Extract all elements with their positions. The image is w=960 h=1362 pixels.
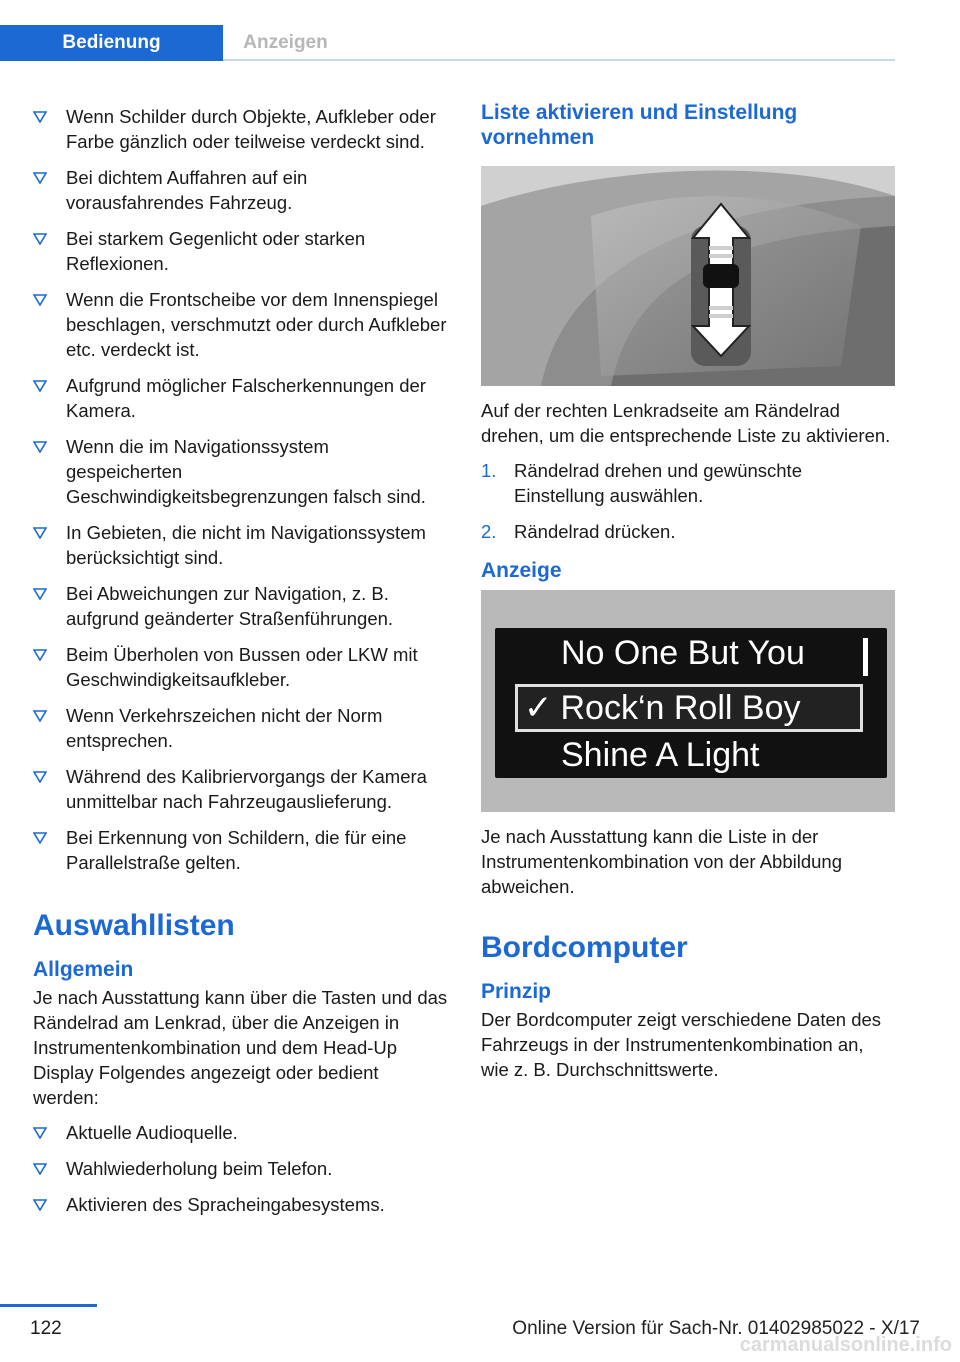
list-item-text: Aufgrund möglicher Falscherkennungen der Kamera. [66,375,426,421]
list-item-text: Wenn Schilder durch Objekte, Aufkleber oder Farbe gänzlich oder teilweise verdeckt sind. [66,106,436,152]
step-text: Rändelrad drehen und gewünschte Einstellung auswählen. [514,460,802,506]
list-item [33,642,448,692]
list-item-text: Aktuelle Audioquelle. [66,1122,238,1143]
steering-wheel-illustration [481,166,895,386]
display-item-3: Shine A Light [561,736,760,774]
list-item-text: Wenn Verkehrszeichen nicht der Norm entsprechen. [66,705,383,751]
list-item-text: Bei Abweichungen zur Navigation, z. B. aufgrund geänderter Straßenführungen. [66,583,394,629]
step-number: 2. [481,521,497,542]
list-item [33,764,448,814]
tab-anzeigen[interactable]: Anzeigen [243,32,328,53]
list-item-text: Aktivieren des Spracheingabesystems. [66,1194,385,1215]
steering-wheel-figure [481,166,895,386]
footer-accent-line [0,1304,97,1307]
list-item-text: In Gebieten, die nicht im Navigationssystem berücksichtigt sind. [66,522,426,568]
triangle-bullet-icon [33,588,47,600]
scrollbar [863,638,868,676]
tab-divider [223,59,895,61]
triangle-bullet-icon [33,649,47,661]
list-item [33,373,448,423]
triangle-bullet-icon [33,380,47,392]
list-item [33,703,448,753]
triangle-bullet-icon [33,1127,47,1139]
section-title-bordcomputer: Bordcomputer [481,931,688,964]
triangle-bullet-icon [33,441,47,453]
list-item [33,434,448,509]
right-column [481,100,895,1092]
list-item-text: Bei Erkennung von Schildern, die für eine Parallelstraße gelten. [66,827,407,873]
chapter-tabs [0,25,895,61]
triangle-bullet-icon [33,233,47,245]
list-item [33,104,448,154]
list-item [33,1120,448,1145]
checkmark-icon: ✓ [524,688,553,728]
caption-display: Je nach Ausstattung kann die Liste in der Instrumentenkombination von der Abbildung abweichen. [481,826,842,897]
triangle-bullet-icon [33,172,47,184]
display-item-selected [515,684,863,732]
triangle-bullet-icon [33,294,47,306]
triangle-bullet-icon [33,111,47,123]
list-item [33,825,448,875]
list-item [33,581,448,631]
list-item [33,520,448,570]
triangle-bullet-icon [33,1163,47,1175]
step-item [481,519,895,544]
subtitle-allgemein: Allgemein [33,958,134,981]
display-item-1: No One But You [561,634,805,672]
selection-list [33,1120,448,1217]
list-item-text: Bei starkem Gegenlicht oder starken Reflexionen. [66,228,366,274]
triangle-bullet-icon [33,1199,47,1211]
list-item [33,165,448,215]
online-version-note: Online Version für Sach-Nr. 01402985022 - X/17 [512,1318,920,1339]
display-item-2: Rock‘n Roll Boy [560,688,801,727]
list-item-text: Bei dichtem Auffahren auf ein vorausfahrendes Fahrzeug. [66,167,308,213]
triangle-bullet-icon [33,832,47,844]
list-item-text: Wenn die im Navigationssystem gespeicherten Geschwindigkeitsbegrenzungen falsch sind. [66,436,426,507]
steps-list [481,458,895,544]
caption-steering-wheel: Auf der rechten Lenkradseite am Rändelrad drehen, um die entsprechende Liste zu aktivieren. [481,400,891,446]
triangle-bullet-icon [33,527,47,539]
list-item-text: Während des Kalibriervorgangs der Kamera unmittelbar nach Fahrzeugauslieferung. [66,766,427,812]
heading-anzeige: Anzeige [481,559,562,582]
list-item [33,287,448,362]
tab-bedienung[interactable]: Bedienung [0,25,223,61]
list-item [33,1192,448,1217]
intro-paragraph: Je nach Ausstattung kann über die Tasten und das Rändelrad am Lenkrad, über die Anzeigen in Instrumentenkombination und dem Head-Up Display Folgendes angezeigt oder bedient werden: [33,987,448,1108]
triangle-bullet-icon [33,771,47,783]
heading-liste-aktivieren: Liste aktivieren und Einstellung vornehmen [481,101,798,149]
left-column [33,100,448,1228]
subtitle-prinzip: Prinzip [481,980,552,1003]
triangle-bullet-icon [33,710,47,722]
list-item-text: Beim Überholen von Bussen oder LKW mit Geschwindigkeitsaufkleber. [66,644,418,690]
list-item-text: Wenn die Frontscheibe vor dem Innenspiegel beschlagen, verschmutzt oder durch Aufkleber etc. verdeckt ist. [66,289,447,360]
limitations-list [33,104,448,875]
list-item [33,226,448,276]
bordcomputer-body: Der Bordcomputer zeigt verschiedene Daten des Fahrzeugs in der Instrumentenkombination an, wie z. B. Durchschnittswerte. [481,1009,882,1080]
step-number: 1. [481,460,497,481]
watermark: carmanualsonline.info [739,1334,952,1356]
page-number: 122 [30,1318,62,1339]
step-text: Rändelrad drücken. [514,521,676,542]
display-figure [481,590,895,812]
list-item [33,1156,448,1181]
list-item-text: Wahlwiederholung beim Telefon. [66,1158,333,1179]
section-title-auswahllisten: Auswahllisten [33,909,235,942]
step-item [481,458,895,508]
